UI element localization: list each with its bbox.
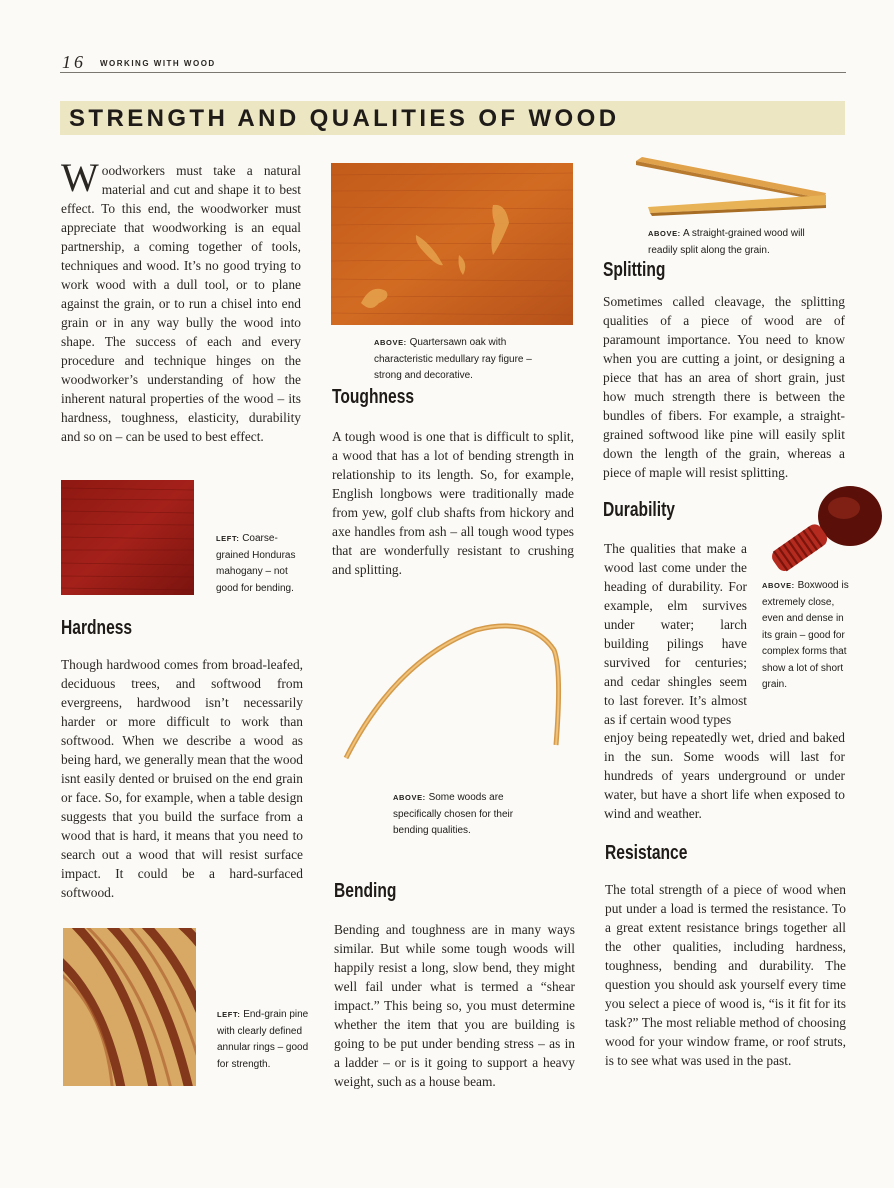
resistance-text: The total strength of a piece of wood when put under a load is termed the resistance. To a great extent resistance brings together all the other qualities, including hardness, toughness, bending and durability. The question you should ask yourself every time you select a piece of wood is, “is it fit for its task?” The most reliable method of choosing wood for your window frame, or roof struts, is to see what was used in the past.: [605, 882, 846, 1068]
header-rule: [60, 72, 846, 73]
caption-lead: ABOVE:: [762, 581, 795, 590]
intro-text: oodworkers must take a natural material and cut and shape it to best effect. To this end, the woodworker must appreciate that woodworking is an equal partnership, a coming together of tools, techniques and wood. It’s no good trying to work wood with a dull tool, or to plane against the grain, or to run a chisel into end grain or in any way bully the wood into shape. The success of each and every procedure and technique hinges on the woodworker’s understanding of how the inherent natural properties of the wood – its hardness, toughness, elasticity, durability and so on – can be used to best effect.: [61, 163, 301, 444]
caption-lead: ABOVE:: [648, 229, 681, 238]
caption-lead: LEFT:: [217, 1010, 241, 1019]
caption-lead: ABOVE:: [393, 793, 426, 802]
mahogany-photo: [61, 480, 194, 595]
splitting-text: Sometimes called cleavage, the splitting qualities of a piece of wood are of paramount importance. You need to know when you are cutting a joint, or designing a piece that has an area of short grain, just how much strength there is between the bundles of fibers. For example, a straight-grained softwood like pine will easily split down the length of the grain, whereas a piece of maple will resist splitting.: [603, 294, 845, 480]
intro-paragraph: [61, 155, 301, 446]
caption-text: Coarse-grained Honduras mahogany – not good for bending.: [216, 533, 296, 594]
drop-cap: W: [61, 155, 99, 200]
caption-text: Boxwood is extremely close, even and dense in its grain – good for complex forms that show a lot of short grain.: [762, 580, 849, 690]
resistance-heading: Resistance: [605, 842, 688, 864]
boxwood-photo: [762, 478, 884, 578]
mahogany-caption: [216, 531, 308, 597]
bending-text: Bending and toughness are in many ways similar. But while some tough woods will happily resist a long, slow bend, they might well fail under what is termed a “shear impact.” This being so, you must determine whether the item that you are building is going to be put under bending stress – as in a ladder – or is it going to support a heavy weight, such as a house beam.: [334, 922, 575, 1089]
caption-lead: ABOVE:: [374, 338, 407, 347]
toughness-heading: Toughness: [332, 386, 415, 408]
boxwood-caption: [762, 578, 852, 694]
bending-heading: Bending: [334, 880, 397, 902]
bent-wood-photo: [336, 620, 566, 765]
durability-text-full: enjoy being repeatedly wet, dried and baked in the sun. Some woods will last for hundreds of years underground or under water, but have a short life when exposed to wind and weather.: [604, 730, 845, 821]
splitting-heading: Splitting: [603, 259, 666, 281]
durability-heading: Durability: [603, 499, 675, 521]
title-band: [60, 101, 845, 135]
caption-text: A straight-grained wood will readily split along the grain.: [648, 228, 805, 256]
hardness-text: Though hardwood comes from broad-leafed, deciduous trees, and softwood from evergreens, hardwood isn’t necessarily harder or more difficult to work than softwood. When we describe a wood as being hard, we generally mean that the wood isnt easily dented or bruised on the end grain or face. So, for example, when a table design suggests that you build the surface from a wood that is hard, it means that you need to search out a wood that will resist surface impact. It could be a hard-surfaced softwood.: [61, 657, 303, 900]
hardness-heading: Hardness: [61, 617, 133, 639]
caption-text: Some woods are specifically chosen for their bending qualities.: [393, 792, 514, 836]
oak-caption: [374, 335, 544, 385]
pine-caption: [217, 1007, 312, 1073]
running-head: WORKING WITH WOOD: [100, 59, 216, 68]
split-caption: [648, 226, 828, 259]
oak-photo: [331, 163, 573, 325]
caption-text: End-grain pine with clearly defined annular rings – good for strength.: [217, 1009, 309, 1070]
durability-text-narrow: The qualities that make a wood last come under the heading of durability. For example, elm survives under water; larch building pilings have survived for centuries; and cedar shingles seem to last forever. It’s almost as if certain wood types: [604, 541, 747, 727]
page-title: STRENGTH AND QUALITIES OF WOOD: [69, 105, 620, 132]
pine-photo: [63, 928, 196, 1086]
caption-lead: LEFT:: [216, 534, 240, 543]
caption-text: Quartersawn oak with characteristic medullary ray figure – strong and decorative.: [374, 337, 532, 381]
toughness-text: A tough wood is one that is difficult to split, a wood that has a lot of bending strength in relationship to its length. So, for example, English longbows were traditionally made from yew, golf club shafts from hickory and axe handles from ash – all tough wood types that are wonderfully resistant to crushing and splitting.: [332, 429, 574, 577]
page-number: 16: [62, 52, 86, 72]
bend-caption: [393, 790, 528, 840]
split-wood-photo: [630, 155, 830, 217]
